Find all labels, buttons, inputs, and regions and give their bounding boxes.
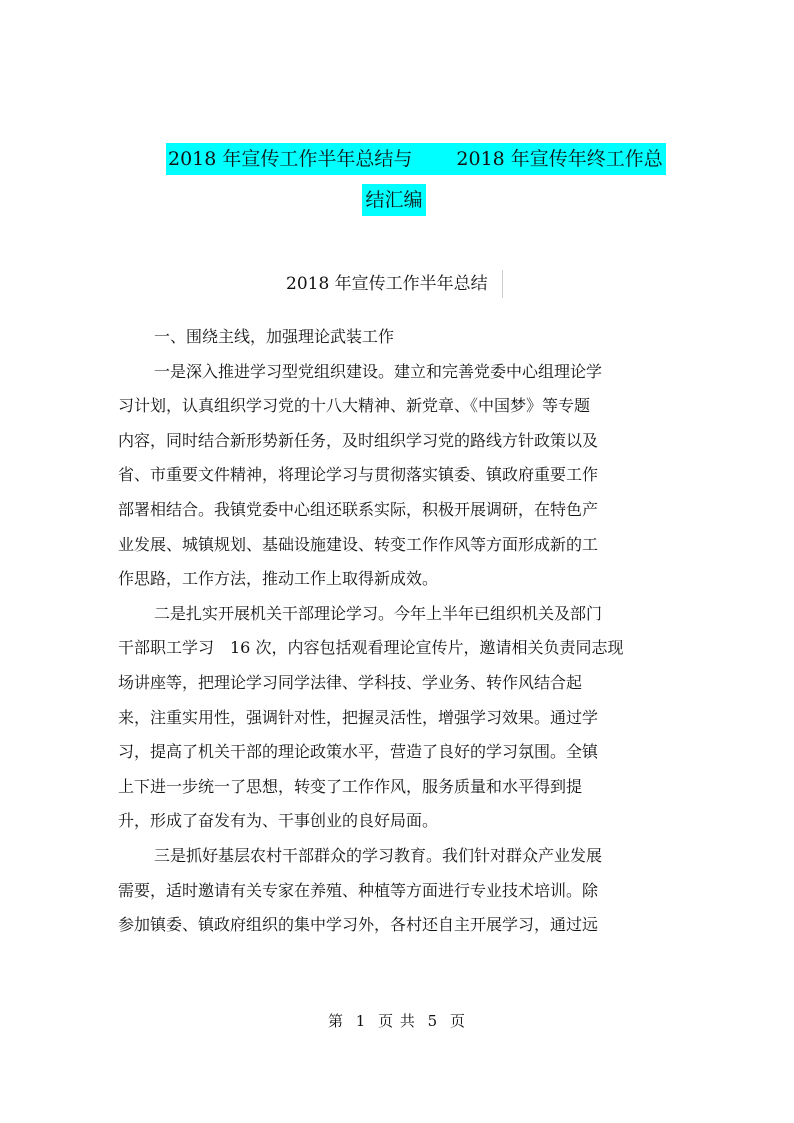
footer-suffix: 页 (450, 1012, 467, 1030)
body-line: 来，注重实用性，强调针对性，把握灵活性，增强学习效果。通过学 (118, 707, 599, 727)
body-line: 二是扎实开展机关干部理论学习。今年上半年已组织机关及部门 (154, 603, 603, 623)
body-line: 业发展、城镇规划、基础设施建设、转变工作作风等方面形成新的工 (118, 534, 599, 554)
body-line: 需要，适时邀请有关专家在养殖、种植等方面进行专业技术培训。除 (118, 880, 599, 900)
body-line: 作思路，工作方法，推动工作上取得新成效。 (118, 569, 439, 589)
footer-prefix: 第 (327, 1012, 344, 1030)
section-heading: 2018 年宣传工作半年总结 (286, 274, 488, 294)
footer-middle: 页 共 (378, 1012, 416, 1030)
body-line: 习计划，认真组织学习党的十八大精神、新党章、《中国梦》等专题 (118, 396, 591, 416)
body-line: 一、围绕主线，加强理论武装工作 (154, 327, 395, 346)
body-line: 内容，同时结合新形势新任务，及时组织学习党的路线方针政策以及 (118, 430, 599, 450)
document-title-line-1 (166, 143, 666, 175)
body-line: 省、市重要文件精神，将理论学习与贯彻落实镇委、镇政府重要工作 (118, 465, 599, 485)
body-line: 一是深入推进学习型党组织建设。建立和完善党委中心组理论学 (154, 361, 603, 381)
page-footer (0, 1010, 794, 1031)
body-line: 三是抓好基层农村干部群众的学习教育。我们针对群众产业发展 (154, 845, 603, 865)
body-line: 升，形成了奋发有为、干事创业的良好局面。 (118, 811, 439, 831)
title-part-1: 2018 年宣传工作半年总结与 (168, 148, 413, 170)
title-part-2: 2018 年宣传年终工作总 (456, 148, 663, 170)
body-line: 习，提高了机关干部的理论政策水平，营造了良好的学习氛围。全镇 (118, 742, 599, 762)
footer-current-page: 1 (355, 1012, 367, 1030)
body-line: 参加镇委、镇政府组织的集中学习外，各村还自主开展学习，通过远 (118, 915, 599, 935)
section-heading-box (286, 270, 503, 298)
document-title-line-2: 结汇编 (362, 184, 426, 216)
body-line: 上下进一步统一了思想，转变了工作作风，服务质量和水平得到提 (118, 776, 583, 796)
body-line: 部署相结合。我镇党委中心组还联系实际，积极开展调研，在特色产 (118, 499, 599, 519)
body-text (118, 320, 678, 943)
body-line: 干部职工学习 16 次，内容包括观看理论宣传片，邀请相关负责同志现 (118, 638, 624, 658)
body-line: 场讲座等，把理论学习同学法律、学科技、学业务、转作风结合起 (118, 672, 583, 692)
footer-total-pages: 5 (427, 1012, 439, 1030)
